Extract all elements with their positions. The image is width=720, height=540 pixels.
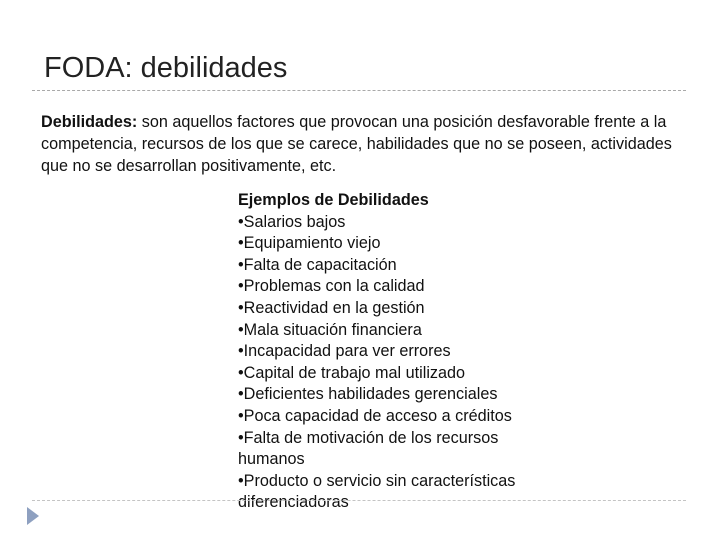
list-item: •Capital de trabajo mal utilizado	[238, 363, 466, 382]
list-item: •Falta de capacitación	[238, 255, 397, 274]
title-divider	[32, 90, 686, 91]
list-item: •Incapacidad para ver errores	[238, 342, 451, 361]
slide-title: FODA: debilidades	[44, 52, 288, 84]
list-item: •Reactividad en la gestión	[238, 298, 425, 317]
list-item: •Equipamiento viejo	[238, 234, 381, 253]
list-item: •Producto o servicio sin características diferenciadoras	[238, 471, 516, 512]
list-item: •Salarios bajos	[238, 212, 346, 231]
list-item: •Poca capacidad de acceso a créditos	[238, 406, 512, 425]
examples-list	[238, 212, 568, 514]
examples-heading: Ejemplos de Debilidades	[238, 191, 429, 209]
list-item: •Problemas con la calidad	[238, 277, 425, 296]
intro-term: Debilidades:	[41, 113, 138, 131]
list-item: •Deficientes habilidades gerenciales	[238, 385, 498, 404]
list-item: •Falta de motivación de los recursos humanos	[238, 428, 499, 469]
examples-block	[238, 190, 568, 514]
intro-paragraph	[41, 111, 681, 177]
list-item: •Mala situación financiera	[238, 320, 422, 339]
intro-text: son aquellos factores que provocan una posición desfavorable frente a la competencia, recursos de los que se carece, habilidades que no se poseen, actividades que no se desarrollan positivamente, etc.	[41, 113, 672, 175]
footer-divider	[32, 500, 686, 501]
triangle-right-icon	[27, 507, 39, 525]
